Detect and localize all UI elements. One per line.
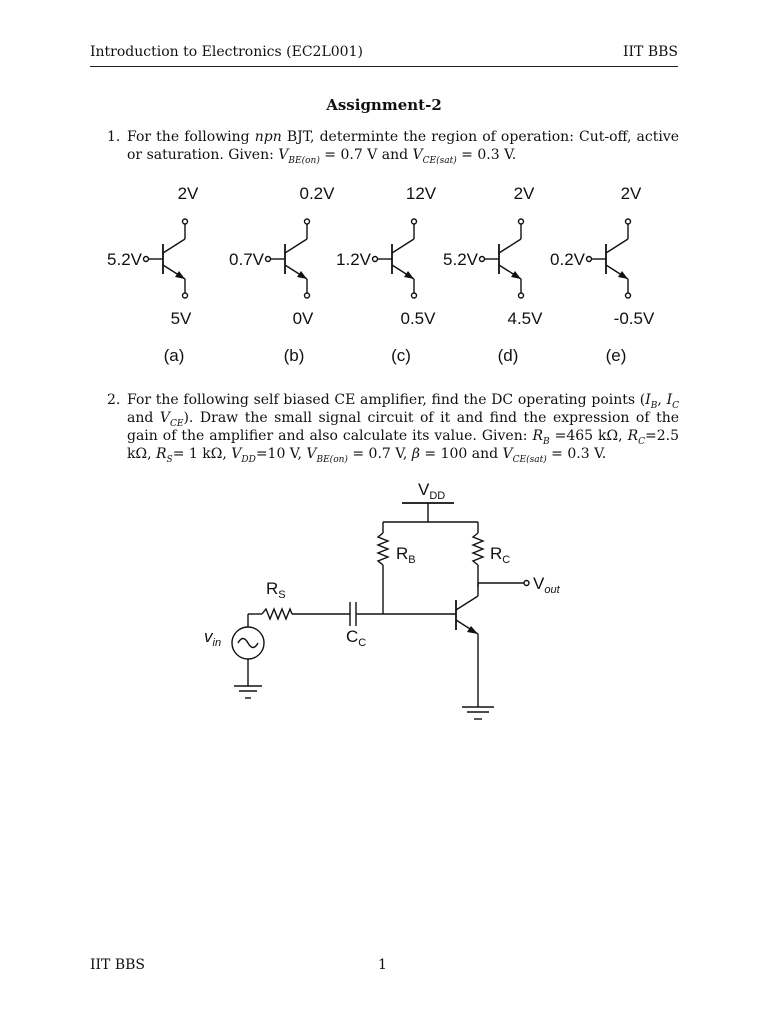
collector-voltage: 2V <box>513 184 535 203</box>
emitter-voltage: 5V <box>170 309 192 328</box>
footer-institute: IIT BBS <box>90 957 146 973</box>
collector-voltage: 2V <box>620 184 642 203</box>
figure-label: (d) <box>497 346 519 365</box>
institute-name: IIT BBS <box>622 44 678 60</box>
figure-label: (a) <box>163 346 185 365</box>
page-number: 1 <box>378 957 387 973</box>
rc-resistor <box>473 533 483 565</box>
rc-label: $R_C$ <box>490 544 511 566</box>
vout-terminal <box>524 581 529 586</box>
question-number: 1. <box>107 129 121 145</box>
collector-voltage: 2V <box>177 184 199 203</box>
base-voltage: 5.2V <box>107 250 142 269</box>
collector-voltage: 12V <box>405 184 437 203</box>
assignment-title: Assignment-2 <box>326 96 442 114</box>
base-voltage: 1.2V <box>336 250 371 269</box>
emitter-voltage: 4.5V <box>507 309 543 328</box>
rs-resistor <box>262 609 292 619</box>
collector-voltage: 0.2V <box>299 184 335 203</box>
question-number: 2. <box>107 392 121 408</box>
vin-label: $v_{in}$ <box>204 627 222 649</box>
question-text: For the following self biased CE amplifier, find the DC operating points ($I_B$, $I_C$ and $V_{CE}$). Draw the small signal circuit of it and find the expression of the gain of the amplifier and also calculate its value. Given: $R_B =465$ kΩ, $R_C=2.5$ kΩ, $R_S= 1$ kΩ, $V_{DD}=10$ V, $V_{BE(on)} = 0.7$ V, β = 100 and $V_{CE(sat)} = 0.3$ V. <box>127 392 680 465</box>
question-text: For the following npn BJT, determinte the region of operation: Cut-off, active or saturation. Given: $V_{BE(on)} = 0.7$ V and $V_{CE(sat)} = 0.3$ V. <box>127 129 680 166</box>
rb-label: $R_B$ <box>396 544 416 566</box>
cc-label: $C_C$ <box>346 627 367 649</box>
figure-label: (c) <box>391 346 411 365</box>
rb-resistor <box>378 533 388 565</box>
emitter-voltage: 0V <box>292 309 314 328</box>
course-title: Introduction to Electronics (EC2L001) <box>90 44 363 60</box>
figure-label: (e) <box>605 346 627 365</box>
emitter-voltage: 0.5V <box>400 309 436 328</box>
emitter-voltage: -0.5V <box>613 309 655 328</box>
base-voltage: 0.7V <box>229 250 264 269</box>
rs-label: $R_S$ <box>266 579 286 601</box>
vdd-label: $V_{DD}$ <box>418 480 446 502</box>
vout-label: $V_{out}$ <box>533 574 560 596</box>
emitter-arrow <box>467 626 478 634</box>
figure-label: (b) <box>283 346 305 365</box>
base-voltage: 0.2V <box>550 250 585 269</box>
base-voltage: 5.2V <box>443 250 478 269</box>
